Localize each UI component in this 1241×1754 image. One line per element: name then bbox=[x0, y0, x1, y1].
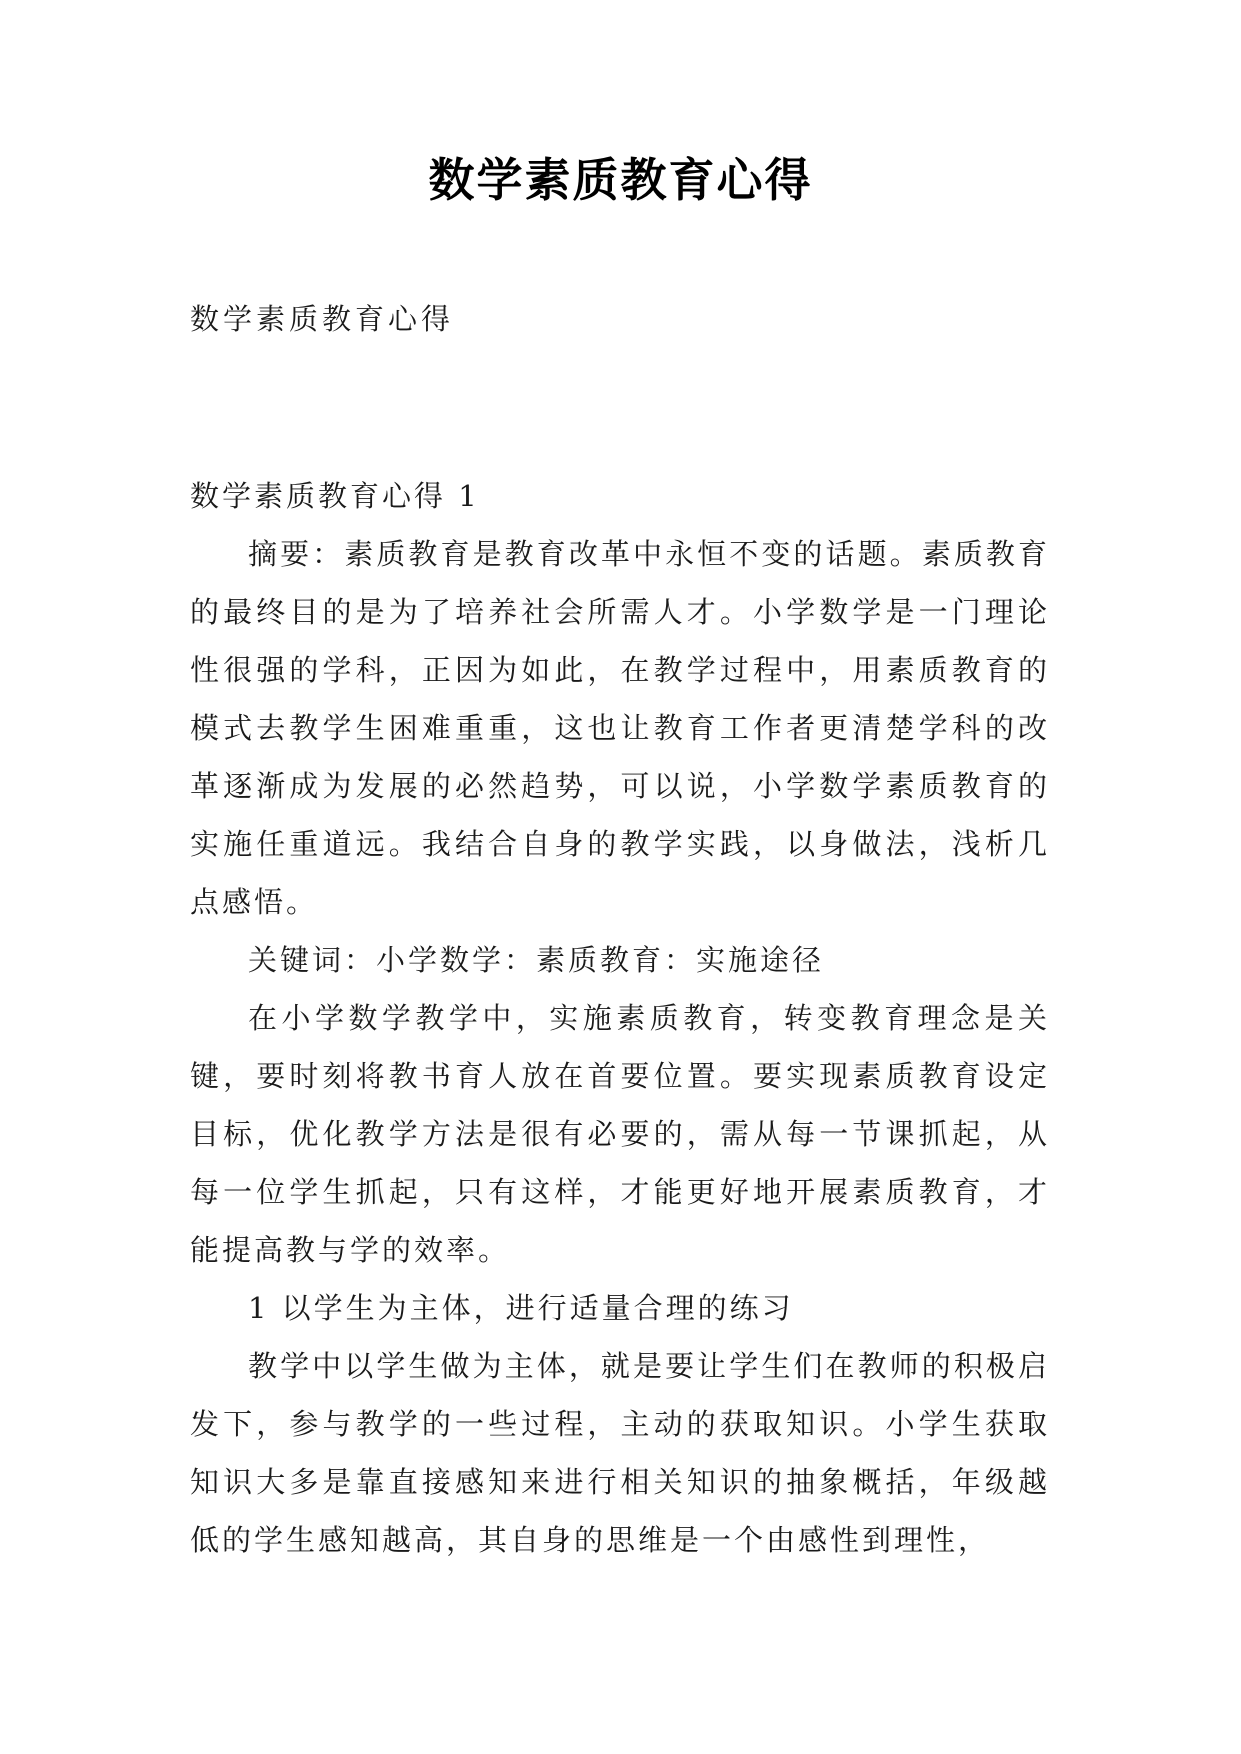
keywords-paragraph: 关键词：小学数学：素质教育：实施途径 bbox=[248, 943, 825, 977]
document-body bbox=[190, 290, 1050, 1569]
blank-spacer bbox=[190, 348, 1050, 467]
section-heading: 数学素质教育心得 1 bbox=[190, 479, 480, 513]
body-paragraph: 在小学数学教学中，实施素质教育，转变教育理念是关键，要时刻将教书育人放在首要位置。要实现素质教育设定目标，优化教学方法是很有必要的，需从每一节课抓起，从每一位学生抓起，只有这样，才能更好地开展素质教育，才能提高教与学的效率。 bbox=[190, 1001, 1050, 1267]
document-subtitle: 数学素质教育心得 bbox=[190, 302, 455, 336]
body-paragraph: 教学中以学生做为主体，就是要让学生们在教师的积极启发下，参与教学的一些过程，主动的获取知识。小学生获取知识大多是靠直接感知来进行相关知识的抽象概括，年级越低的学生感知越高，其自身的思维是一个由感性到理性， bbox=[190, 1349, 1050, 1557]
abstract-paragraph: 摘要：素质教育是教育改革中永恒不变的话题。素质教育的最终目的是为了培养社会所需人才。小学数学是一门理论性很强的学科，正因为如此，在教学过程中，用素质教育的模式去教学生困难重重，这也让教育工作者更清楚学科的改革逐渐成为发展的必然趋势，可以说，小学数学素质教育的实施任重道远。我结合自身的教学实践，以身做法，浅析几点感悟。 bbox=[190, 537, 1050, 919]
document-title: 数学素质教育心得 bbox=[428, 153, 813, 207]
numbered-heading: 1 以学生为主体，进行适量合理的练习 bbox=[248, 1291, 794, 1325]
